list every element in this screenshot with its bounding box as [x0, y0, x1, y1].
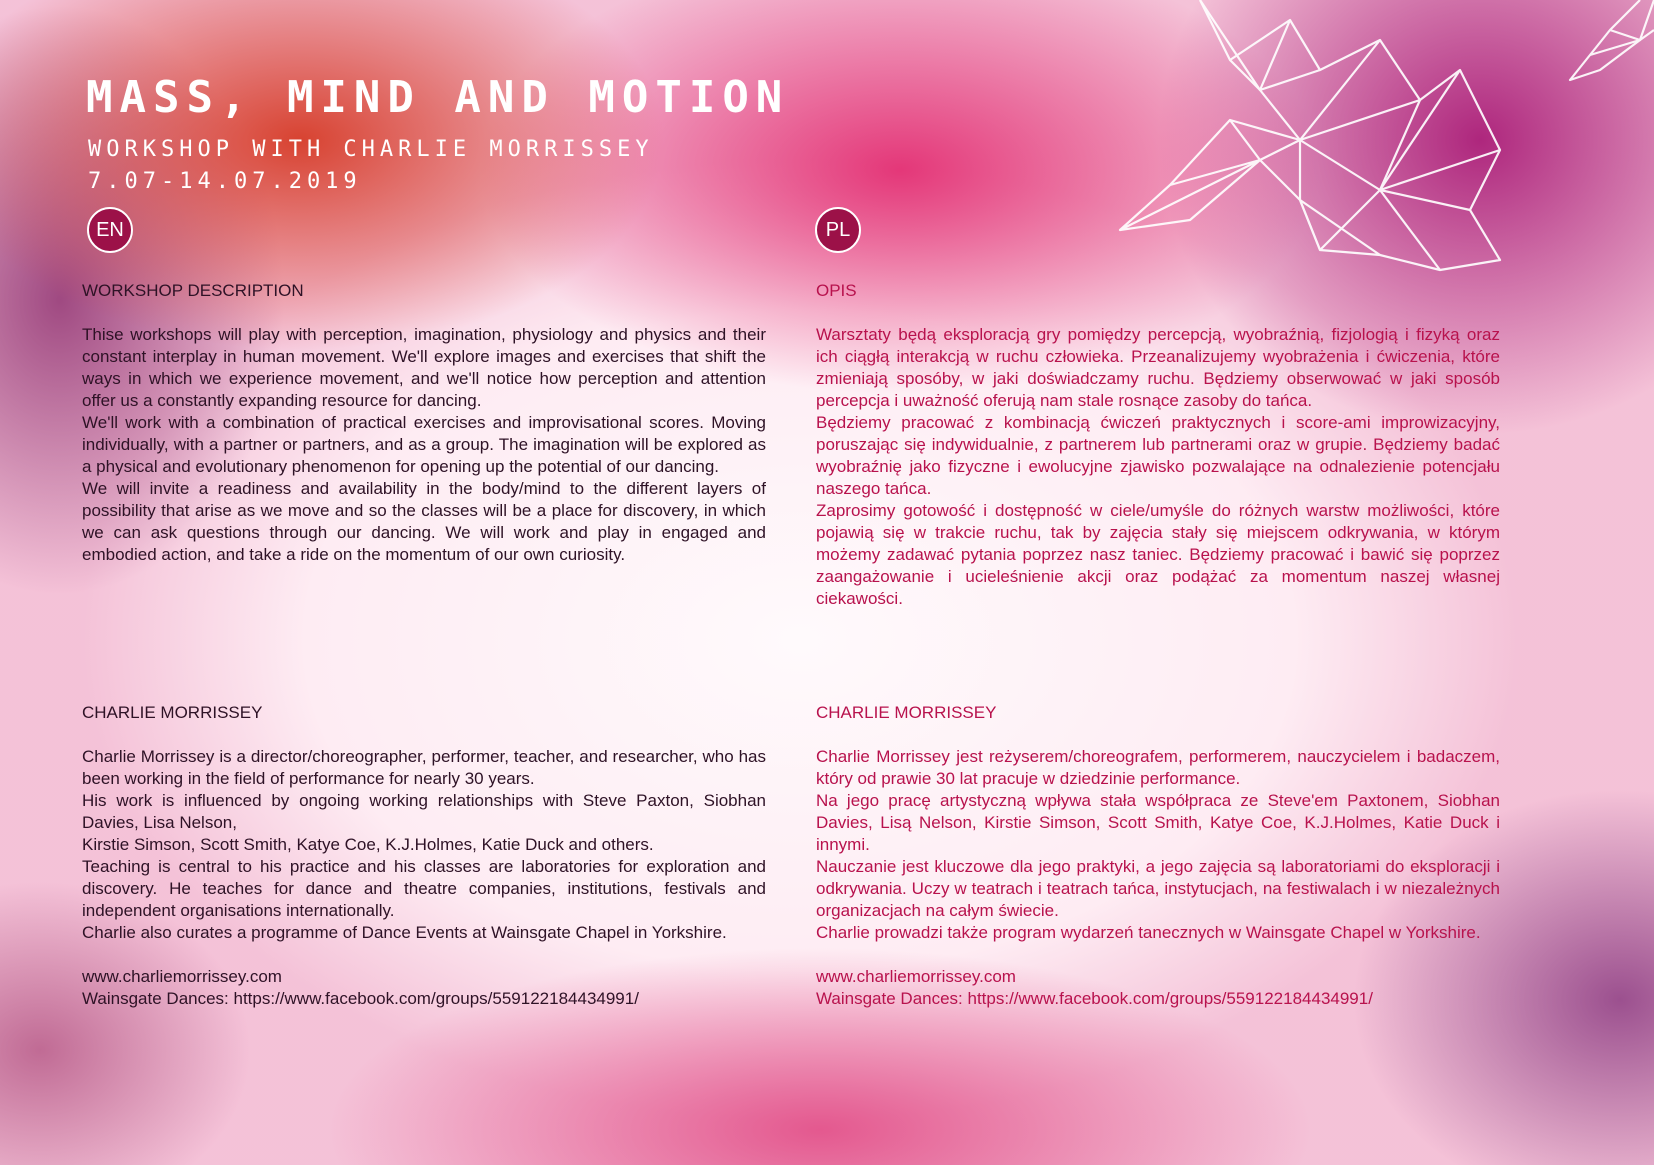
lang-badge-pl: PL [815, 207, 861, 253]
workshop-dates: 7.07-14.07.2019 [88, 169, 362, 194]
pl-bio-paragraph: Charlie Morrissey jest reżyserem/choreografem, performerem, nauczycielem i badaczem, który od prawie 30 lat pracuje w dziedzinie performance. [816, 747, 1500, 788]
en-bio [82, 746, 766, 944]
workshop-subtitle: WORKSHOP WITH CHARLIE MORRISSEY [88, 137, 654, 162]
en-description [82, 324, 766, 566]
en-bio-paragraph: Teaching is central to his practice and his classes are laboratories for exploration and discovery. He teaches for dance and theatre companies, institutions, festivals and independent organisations internationally. [82, 857, 766, 920]
page-subtitle [88, 134, 654, 198]
en-bio-paragraph: Kirstie Simson, Scott Smith, Katye Coe, K.J.Holmes, Katie Duck and others. [82, 835, 654, 854]
en-links [82, 966, 766, 1010]
en-description-paragraph: We will invite a readiness and availability in the body/mind to the different layers of possibility that arise as we move and so the classes will be a place for discovery, in which we can ask questions through our dancing. We will work and play in engaged and embodied action, and take a ride on the momentum of our own curiosity. [82, 479, 766, 564]
en-website-link[interactable]: www.charliemorrissey.com [82, 967, 282, 986]
en-description-paragraph: We'll work with a combination of practical exercises and improvisational scores. Moving individually, with a partner or partners, and as a group. The imagination will be explored as a physical and evolutionary phenomenon for opening up the potential of our dancing. [82, 413, 766, 476]
pl-description [816, 324, 1500, 610]
polish-bio-column [816, 702, 1500, 1010]
english-column [82, 280, 766, 566]
pl-description-heading: OPIS [816, 281, 857, 300]
en-description-heading: WORKSHOP DESCRIPTION [82, 281, 304, 300]
en-facebook-link[interactable]: Wainsgate Dances: https://www.facebook.com/groups/559122184434991/ [82, 989, 639, 1008]
lang-badge-en: EN [87, 207, 133, 253]
polish-column [816, 280, 1500, 610]
en-bio-paragraph: Charlie Morrissey is a director/choreographer, performer, teacher, and researcher, who has been working in the field of performance for nearly 30 years. [82, 747, 766, 788]
english-bio-column [82, 702, 766, 1010]
pl-description-paragraph: Warsztaty będą eksploracją gry pomiędzy percepcją, wyobraźnią, fizjologią i fizyką oraz ich ciągłą interakcją w ruchu człowieka. Przeanalizujemy wyobrażenia i ćwiczenia, które zmieniają sposóby, w jaki doświadczamy ruchu. Będziemy obserwować w jaki sposób percepcja i uważność oferują nam stale rosnące zasoby do tańca. [816, 325, 1500, 410]
page-title: MASS, MIND AND MOTION [86, 72, 790, 123]
pl-bio-paragraph: Nauczanie jest kluczowe dla jego praktyki, a jego zajęcia są laboratoriami do eksploracji i odkrywania. Uczy w teatrach i teatrach tańca, instytucjach, na festiwalach i w niezależnych organizacjach na całym świecie. [816, 857, 1500, 920]
pl-bio-paragraph: Charlie prowadzi także program wydarzeń tanecznych w Wainsgate Chapel w Yorkshire. [816, 923, 1481, 942]
en-bio-paragraph: His work is influenced by ongoing working relationships with Steve Paxton, Siobhan Davies, Lisa Nelson, [82, 791, 766, 832]
pl-links [816, 966, 1500, 1010]
en-bio-heading: CHARLIE MORRISSEY [82, 703, 263, 722]
pl-website-link[interactable]: www.charliemorrissey.com [816, 967, 1016, 986]
pl-bio-heading: CHARLIE MORRISSEY [816, 703, 997, 722]
pl-bio-paragraph: Na jego pracę artystyczną wpływa stała współpraca ze Steve'em Paxtonem, Siobhan Davies, Lisą Nelson, Kirstie Simson, Scott Smith, Katye Coe, K.J.Holmes, Katie Duck i innymi. [816, 791, 1500, 854]
en-description-paragraph: Thise workshops will play with perception, imagination, physiology and physics and their constant interplay in human movement. We'll explore images and exercises that shift the ways in which we experience movement, and we'll notice how perception and attention offer us a constantly expanding resource for dancing. [82, 325, 766, 410]
en-bio-paragraph: Charlie also curates a programme of Dance Events at Wainsgate Chapel in Yorkshire. [82, 923, 727, 942]
pl-description-paragraph: Będziemy pracować z kombinacją ćwiczeń praktycznych i score-ami improwizacyjny, poruszając się indywidualnie, z partnerem lub partnerami oraz w grupie. Będziemy badać wyobraźnię jako fizyczne i ewolucyjne zjawisko pozwalające na odnalezienie potencjału naszego tańca. [816, 413, 1500, 498]
pl-facebook-link[interactable]: Wainsgate Dances: https://www.facebook.com/groups/559122184434991/ [816, 989, 1373, 1008]
pl-bio [816, 746, 1500, 944]
pl-description-paragraph: Zaprosimy gotowość i dostępność w ciele/umyśle do różnych warstw możliwości, które pojawią się w trakcie ruchu, tak by zajęcia stały się miejscem odkrywania, w którym możemy zadawać pytania poprzez nasz taniec. Będziemy pracować i bawić się poprzez zaangażowanie i ucieleśnienie akcji oraz podążać za momentum naszej własnej ciekawości. [816, 501, 1500, 608]
